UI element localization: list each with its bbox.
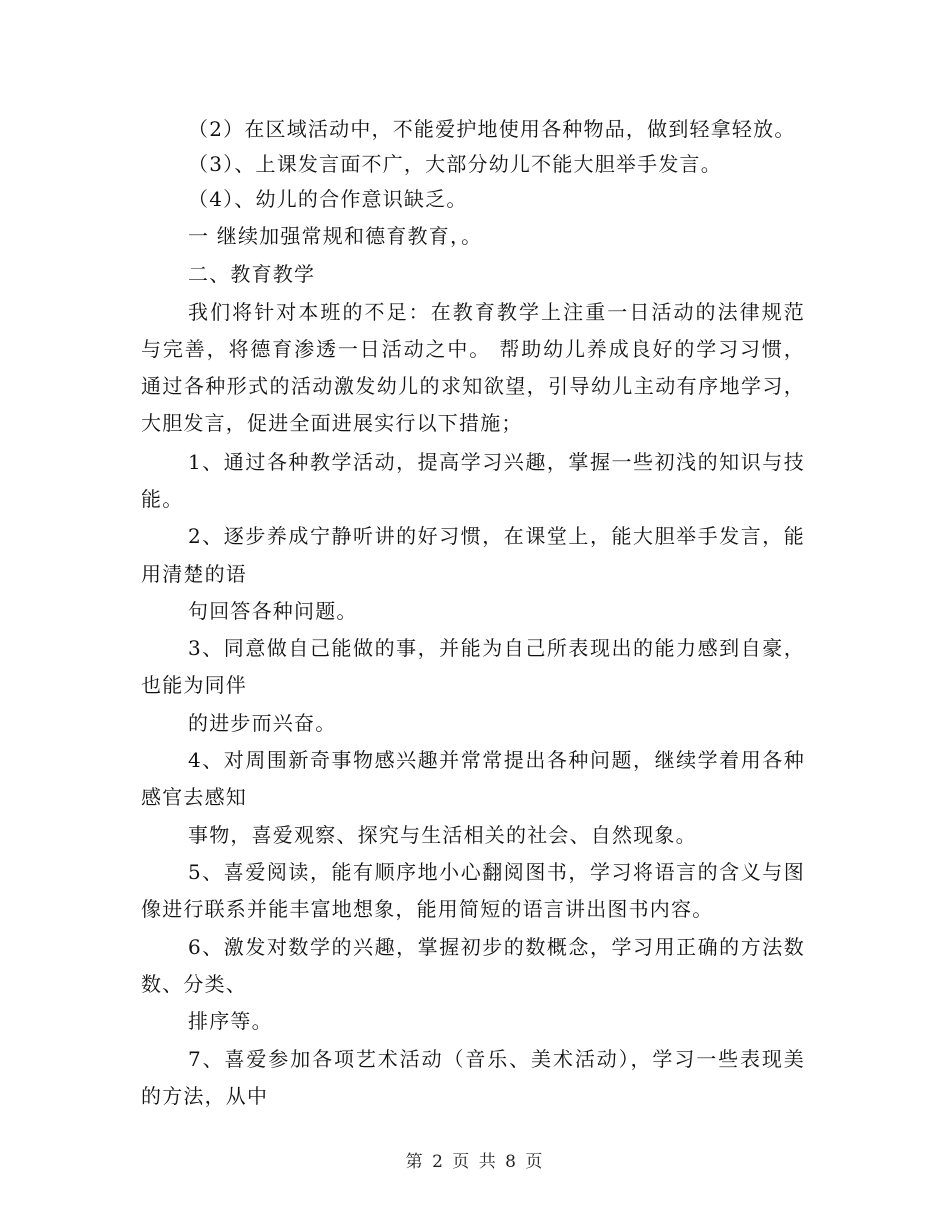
list-item-continuation: 像进行联系并能丰富地想象，能用简短的语言讲出图书内容。 [141,897,714,921]
list-item: 3、同意做自己能做的事，并能为自己所表现出的能力感到自豪， [188,636,805,660]
list-item: 5、喜爱阅读，能有顺序地小心翻阅图书，学习将语言的含义与图 [188,860,805,884]
paragraph-line: 与完善，将德育渗透一日活动之中。 帮助幼儿养成良好的学习习惯， [141,337,805,361]
paragraph-line: 通过各种形式的活动激发幼儿的求知欲望，引导幼儿主动有序地学习， [141,374,805,398]
paragraph-line: （4）、幼儿的合作意识缺乏。 [188,187,468,211]
list-item-continuation: 感官去感知 [141,785,247,809]
paragraph-line: （2）在区域活动中，不能爱护地使用各种物品，做到轻拿轻放。 [188,117,796,141]
list-item-continuation: 能。 [141,487,184,511]
list-item: 7、喜爱参加各项艺术活动（音乐、美术活动），学习一些表现美 [188,1047,805,1071]
list-item: 4、对周围新奇事物感兴趣并常常提出各种问题，继续学着用各种 [188,748,805,772]
list-item-continuation: 的进步而兴奋。 [188,711,337,735]
list-item-continuation: 数、分类、 [141,972,247,996]
list-item-continuation: 排序等。 [188,1009,273,1033]
paragraph-line: 大胆发言，促进全面进展实行以下措施； [141,411,523,435]
section-heading: 二、教育教学 [188,262,316,286]
list-item: 2、逐步养成宁静听讲的好习惯，在课堂上，能大胆举手发言，能 [188,524,805,548]
list-item-continuation: 的方法，从中 [141,1084,269,1108]
list-item: 6、激发对数学的兴趣，掌握初步的数概念，学习用正确的方法数 [188,935,805,959]
list-item-continuation: 句回答各种问题。 [188,599,358,623]
list-item-continuation: 也能为同伴 [141,673,247,697]
list-item-continuation: 事物，喜爱观察、探究与生活相关的社会、自然现象。 [188,823,697,847]
paragraph-line: （3）、上课发言面不广，大部分幼儿不能大胆举手发言。 [188,152,722,176]
page-number-footer: 第 2 页 共 8 页 [405,1152,545,1172]
list-item: 1、通过各种教学活动，提高学习兴趣，掌握一些初浅的知识与技 [188,450,805,474]
paragraph-line: 我们将针对本班的不足：在教育教学上注重一日活动的法律规范 [188,300,805,324]
list-item-continuation: 用清楚的语 [141,562,247,586]
section-heading: 一 继续加强常规和德育教育，。 [188,224,483,248]
